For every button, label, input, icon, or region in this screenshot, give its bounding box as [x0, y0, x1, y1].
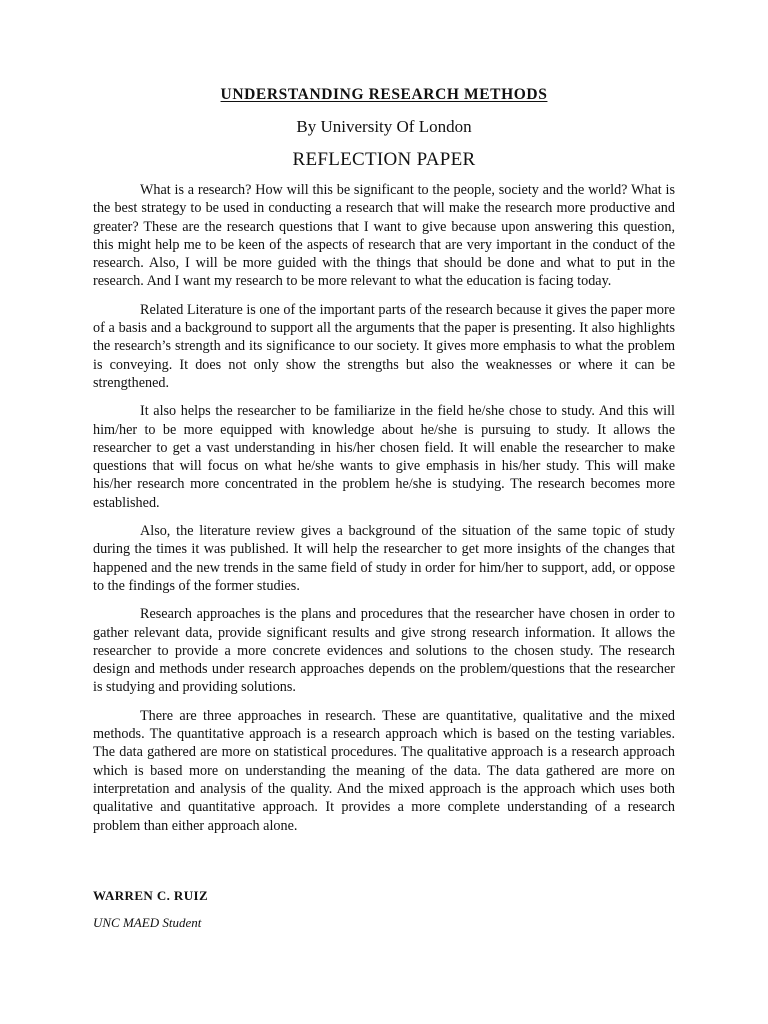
author-name: WARREN C. RUIZ — [93, 888, 209, 903]
paragraph-4: Also, the literature review gives a background of the situation of the same topic of study during the times it was published. It will help the researcher to get more insights of the changes that happened and the new trends in the same field of study in order for him/her to support, add, or oppose to the findings of the former studies. — [93, 523, 675, 594]
paragraph-3: It also helps the researcher to be familiarize in the field he/she chose to study. And this will him/her to be more equipped with knowledge about he/she is pursuing to study. It allows the researcher to get a vast understanding in his/her chosen field. It will enable the researcher to make questions that will focus on what he/she wants to give emphasis in his/her study. This will make his/her research more concentrated in the problem he/she is studying. The research becomes more established. — [93, 403, 675, 511]
paragraph-6: There are three approaches in research. These are quantitative, qualitative and the mixed methods. The quantitative approach is a research approach which is based on the testing variables. The data gathered are more on statistical procedures. The qualitative approach is a research approach which is based more on understanding the meaning of the data. The data gathered are more on interpretation and analysis of the quality. And the mixed approach is the approach which uses both qualitative and quantitative approach. It provides a more complete understanding of a research problem than either approach alone. — [93, 707, 675, 834]
document-subtitle: REFLECTION PAPER — [292, 149, 476, 170]
document-body — [93, 181, 675, 845]
author-role: UNC MAED Student — [93, 915, 202, 930]
paragraph-1: What is a research? How will this be significant to the people, society and the world? What is the best strategy to be used in conducting a research that will make the research more productive and greater? These are the research questions that I want to give because upon answering this question, this might help me to be keen of the aspects of research that are very important in the conduct of the research. Also, I will be more guided with the things that should be done and what to put in the research. And I want my research to be more relevant to what the education is facing today. — [93, 182, 675, 290]
paragraph-5: Research approaches is the plans and procedures that the researcher have chosen in order to gather relevant data, provide significant results and give strong research information. It allows the researcher to provide a more concrete evidences and solutions to the chosen study. The research design and methods under research approaches depends on the problem/questions that the researcher is studying and providing solutions. — [93, 606, 675, 696]
document-title: UNDERSTANDING RESEARCH METHODS — [220, 86, 548, 103]
paragraph-2: Related Literature is one of the important parts of the research because it gives the paper more of a basis and a background to support all the arguments that the paper is presenting. It also highlights the research’s strength and its significance to our society. It gives more emphasis to what the problem is conveying. It does not only show the strengths but also the weaknesses or where it can be strengthened. — [93, 301, 675, 391]
document-byline: By University Of London — [296, 117, 472, 136]
